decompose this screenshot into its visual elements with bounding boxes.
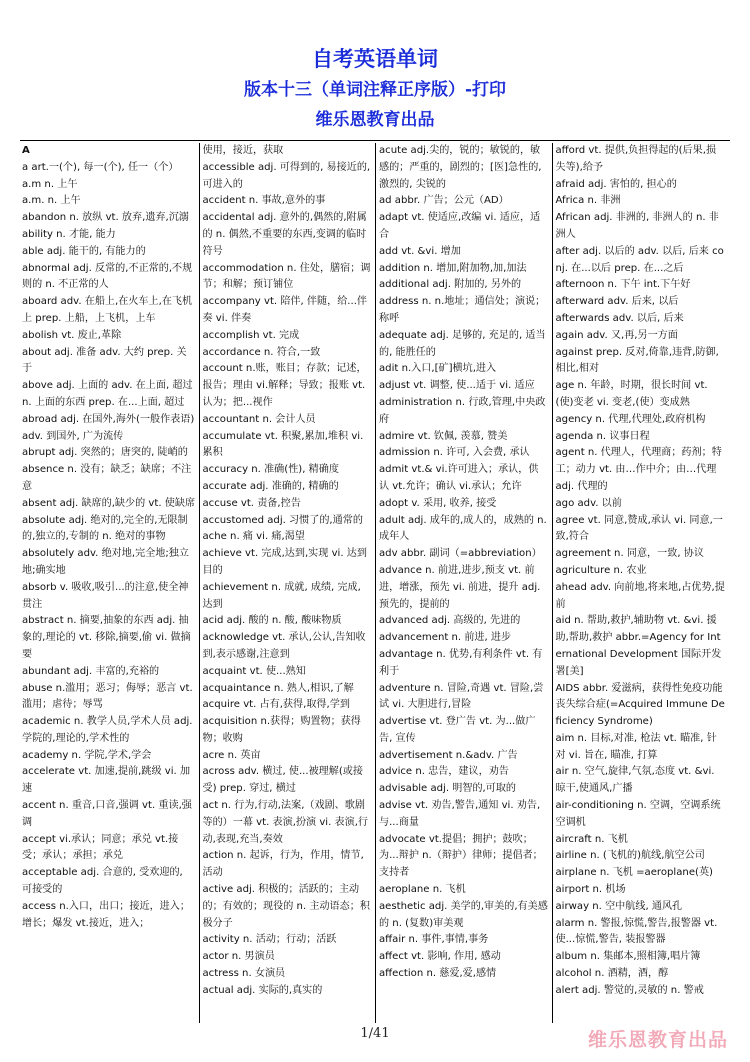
vocab-entry: accordance n. 符合,一致 xyxy=(202,346,321,358)
vocab-entry: album n. 集邮本,照相簿,唱片簿 xyxy=(555,951,701,963)
vocab-entry: a.m. n. 上午 xyxy=(22,195,81,207)
section-letter: A xyxy=(22,145,30,156)
vocab-entry: ahead adv. 向前地,将来地,占优势,提前 xyxy=(555,581,725,610)
publisher-line: 维乐恩教育出品 xyxy=(315,110,435,130)
vocab-entry: agree vt. 同意,赞成,承认 vi. 同意,一致,符合 xyxy=(555,514,723,543)
vocab-entry: accompany vt. 陪伴, 伴随，给...伴奏 vi. 伴奏 xyxy=(202,296,368,324)
vocab-entry: ache n. 痛 vi. 痛,渴望 xyxy=(202,531,305,543)
document-subtitle: 版本十三（单词注释正序版）-打印 xyxy=(243,80,507,100)
vocab-entry: advance n. 前进,进步,预支 vt. 前进，增涨，预先 vi. 前进，提升 adj. 预先的，提前的 xyxy=(379,564,541,610)
vocab-entry: acquaintance n. 熟人,相识,了解 xyxy=(202,682,354,694)
vocab-entry: add vt. &vi. 增加 xyxy=(379,245,461,257)
vocab-entry: absent adj. 缺席的,缺少的 vt. 使缺席 xyxy=(22,497,196,509)
watermark-logo: 维乐恩教育出品 xyxy=(587,1029,728,1051)
vocab-entry: alert adj. 警觉的,灵敏的 n. 警戒 xyxy=(555,984,704,996)
vocab-entry: airport n. 机场 xyxy=(555,884,626,896)
vocab-entry: against prep. 反对,倚靠,违背,防御,相比,相对 xyxy=(555,346,719,375)
column-1 xyxy=(22,143,199,1023)
vocab-entry: advisable adj. 明智的,可取的 xyxy=(379,783,517,795)
vocab-entry: activity n. 活动；行动；活跃 xyxy=(202,934,337,946)
vocab-entry: absolutely adv. 绝对地,完全地;独立地;确实地 xyxy=(22,548,189,576)
vocab-entry: aid n. 帮助,救护,辅助物 vt. &vi. 援助,帮助,救护 abbr.=Agency for International Development 国际开发署[美] xyxy=(555,615,722,677)
vocab-entry: administration n. 行政,管理,中央政府 xyxy=(379,396,546,425)
vocab-entry: additional adj. 附加的, 另外的 xyxy=(379,279,522,291)
vocab-entry: adit n.入口,[矿]横坑,进入 xyxy=(379,363,497,375)
vocab-entry: agency n. 代理,代理处,政府机构 xyxy=(555,413,706,425)
vocab-entry: adopt v. 采用, 收养, 接受 xyxy=(379,497,497,509)
vocab-entry: achieve vt. 完成,达到,实现 vi. 达到目的 xyxy=(202,548,367,576)
vocab-entry: admit vt.& vi.许可进入；承认，供认 vt.允许；确认 vi.承认；允许 xyxy=(379,464,539,492)
vocab-entry: aboard adv. 在船上,在火车上,在飞机上 prep. 上船，上飞机，上车 xyxy=(22,296,193,324)
vocab-entry: accept vi.承认；同意；承兑 vt.接受；承认；承担；承兑 xyxy=(22,833,179,862)
vocab-entry: ago adv. 以前 xyxy=(555,497,622,509)
vocab-entry: abroad adj. 在国外,海外(一般作表语) adv. 到国外, 广为流传 xyxy=(22,413,195,442)
vocab-entry: admission n. 许可, 入会费, 承认 xyxy=(379,447,530,459)
vocab-entry: afraid adj. 害怕的, 担心的 xyxy=(555,178,677,190)
vocab-entry: afternoon n. 下午 int.下午好 xyxy=(555,279,691,291)
vocab-entry: active adj. 积极的；活跃的；主动的；有效的；现役的 n. 主动语态；积极分子 xyxy=(202,884,370,929)
header-rule xyxy=(20,140,730,141)
vocab-entry: acquaint vt. 使...熟知 xyxy=(202,665,306,677)
vocab-entry: a art.一(个), 每一(个), 任一（个） xyxy=(22,161,179,173)
page-header xyxy=(0,44,750,134)
vocab-entry: academy n. 学院,学术,学会 xyxy=(22,749,152,761)
vocab-entry: accumulate vt. 积聚,累加,堆积 vi. 累积 xyxy=(202,430,364,459)
vocab-entry: afford vt. 提供,负担得起的(后果,损失等),给予 xyxy=(555,145,717,173)
vocab-entry: advanced adj. 高级的, 先进的 xyxy=(379,615,521,627)
document-title: 自考英语单词 xyxy=(312,47,438,71)
column-3 xyxy=(375,143,552,1023)
vocab-entry: abandon n. 放纵 vt. 放弃,遗弃,沉溺 xyxy=(22,212,189,224)
vocab-entry: advancement n. 前进, 进步 xyxy=(379,632,512,644)
vocab-entry: advise vt. 劝告,警告,通知 vi. 劝告,与...商量 xyxy=(379,800,541,828)
vocab-entry: agriculture n. 农业 xyxy=(555,564,647,576)
vocab-entry: afterward adv. 后来, 以后 xyxy=(555,296,679,308)
vocab-entry: after adj. 以后的 adv. 以后, 后来 conj. 在...以后 prep. 在...之后 xyxy=(555,245,724,274)
vocab-entry: acquire vt. 占有,获得,取得,学到 xyxy=(202,699,350,711)
vocab-entry: accommodation n. 住处，膳宿；调节；和解；预订铺位 xyxy=(202,262,371,291)
vocab-entry: a.m n. 上午 xyxy=(22,178,78,190)
vocab-entry: ability n. 才能, 能力 xyxy=(22,228,116,240)
vocab-entry: agreement n. 同意，一致, 协议 xyxy=(555,548,704,560)
vocab-entry: abstract n. 摘要,抽象的东西 adj. 抽象的,理论的 vt. 移除,摘要,偷 vi. 做摘要 xyxy=(22,615,191,660)
vocab-entry: abuse n.滥用；恶习；侮辱；恶言 vt.滥用；虐待；辱骂 xyxy=(22,682,193,711)
vocab-entry: affair n. 事件,事情,事务 xyxy=(379,934,489,946)
vocab-entry: acknowledge vt. 承认,公认,告知收到,表示感谢,注意到 xyxy=(202,632,366,660)
vocab-entry: actor n. 男演员 xyxy=(202,951,275,963)
vocab-entry: afterwards adv. 以后, 后来 xyxy=(555,312,684,324)
vocab-entry: admire vt. 钦佩, 羡慕, 赞美 xyxy=(379,430,508,442)
vocab-entry: able adj. 能干的, 有能力的 xyxy=(22,245,146,257)
vocab-entry: absolute adj. 绝对的,完全的,无限制的,独立的,专制的 n. 绝对的事物 xyxy=(22,514,188,543)
vocab-entry: airplane n. 飞机 =aeroplane(英) xyxy=(555,867,713,879)
page-number: 1/41 xyxy=(360,1026,390,1041)
vocab-entry: advocate vt.提倡；拥护；鼓吹；为...辩护 n.（辩护）律师；提倡者；支持者 xyxy=(379,833,543,879)
vocab-entry: adapt vt. 使适应,改编 vi. 适应，适合 xyxy=(379,212,541,240)
vocab-entry: accurate adj. 准确的, 精确的 xyxy=(202,480,339,492)
vocab-entry: acid adj. 酸的 n. 酸, 酸味物质 xyxy=(202,615,342,627)
vocab-entry: agent n. 代理人，代理商；药剂；特工；动力 vt. 由…作中介；由…代理 adj. 代理的 xyxy=(555,447,722,492)
vocab-entry: adult adj. 成年的,成人的，成熟的 n. 成年人 xyxy=(379,514,547,543)
vocab-entry: accuse vt. 责备,控告 xyxy=(202,497,301,509)
vocab-entry: Africa n. 非洲 xyxy=(555,195,621,207)
vocab-entry: act n. 行为,行动,法案,（戏剧、歌剧等的）一幕 vt. 表演,扮演 vi. 表演,行动,表现,充当,奏效 xyxy=(202,800,369,845)
vocab-entry: about adj. 准备 adv. 大约 prep. 关于 xyxy=(22,346,187,375)
vocab-entry: absence n. 没有；缺乏；缺席；不注意 xyxy=(22,464,192,492)
vocab-entry: accelerate vt. 加速,提前,跳级 vi. 加速 xyxy=(22,766,191,795)
vocab-entry: accomplish vt. 完成 xyxy=(202,329,300,341)
vocabulary-columns xyxy=(22,143,728,1023)
vocab-entry: accent n. 重音,口音,强调 vt. 重读,强调 xyxy=(22,800,192,828)
vocab-entry: advertisement n.&adv. 广告 xyxy=(379,749,518,761)
vocab-entry: ad abbr. 广告；公元（AD） xyxy=(379,195,509,207)
vocab-entry: accident n. 事故,意外的事 xyxy=(202,195,326,207)
vocab-entry: aim n. 目标,对准, 枪法 vt. 瞄准, 针对 vi. 旨在, 瞄准, 打算 xyxy=(555,732,717,761)
vocab-entry: addition n. 增加,附加物,加,加法 xyxy=(379,262,527,274)
vocab-entry: across adv. 横过, 使...被理解(或接受) prep. 穿过, 横过 xyxy=(202,766,363,795)
vocab-entry: advertise vt. 登广告 vt. 为...做广告, 宣传 xyxy=(379,716,536,744)
vocab-entry: academic n. 教学人员,学术人员 adj. 学院的,理论的,学术性的 xyxy=(22,716,193,744)
vocab-entry: 使用，接近，获取 xyxy=(202,145,284,156)
vocab-entry: achievement n. 成就, 成绩, 完成, 达到 xyxy=(202,581,361,610)
vocab-entry: adequate adj. 足够的, 充足的, 适当的, 能胜任的 xyxy=(379,329,546,358)
vocab-entry: advice n. 忠告，建议，劝告 xyxy=(379,766,509,778)
vocab-entry: abundant adj. 丰富的,充裕的 xyxy=(22,665,160,677)
vocab-entry: abnormal adj. 反常的,不正常的,不规则的 n. 不正常的人 xyxy=(22,262,193,291)
vocab-entry: aircraft n. 飞机 xyxy=(555,833,628,845)
vocab-entry: accessible adj. 可得到的, 易接近的, 可进入的 xyxy=(202,161,371,190)
vocab-entry: AIDS abbr. 爱滋病，获得性免疫功能丧失综合症(=Acquired Immune Deficiency Syndrome) xyxy=(555,682,725,728)
vocab-entry: actress n. 女演员 xyxy=(202,968,286,980)
vocab-entry: accidental adj. 意外的,偶然的,附属的 n. 偶然,不重要的东西,变调的临时符号 xyxy=(202,212,367,257)
vocab-entry: aesthetic adj. 美学的,审美的,有美感的 n. (复数)审美观 xyxy=(379,900,548,929)
vocab-entry: acquisition n.获得；购置物；获得物；收购 xyxy=(202,716,361,744)
vocab-entry: above adj. 上面的 adv. 在上面, 超过 n. 上面的东西 prep. 在...上面, 超过 xyxy=(22,380,193,408)
vocab-entry: actual adj. 实际的,真实的 xyxy=(202,984,323,996)
vocab-entry: address n. n.地址；通信处；演说；称呼 xyxy=(379,296,546,324)
vocab-entry: accuracy n. 准确(性), 精确度 xyxy=(202,464,339,476)
vocab-entry: airline n. (飞机的)航线,航空公司 xyxy=(555,850,705,862)
vocab-entry: acre n. 英亩 xyxy=(202,749,261,761)
vocab-entry: air-conditioning n. 空调，空调系统 空调机 xyxy=(555,800,721,828)
vocab-entry: acute adj.尖的，锐的；敏锐的，敏感的；严重的，剧烈的；[医]急性的, 激烈的, 尖锐的 xyxy=(379,145,542,190)
vocab-entry: airway n. 空中航线, 通风孔 xyxy=(555,900,683,912)
vocab-entry: air n. 空气,旋律,气氛,态度 vt. &vi. 晾干,使通风,广播 xyxy=(555,766,715,795)
vocab-entry: accustomed adj. 习惯了的,通常的 xyxy=(202,514,363,526)
vocab-entry: action n. 起诉，行为，作用，情节,活动 xyxy=(202,850,364,879)
vocab-entry: affect vt. 影响, 作用, 感动 xyxy=(379,951,501,963)
vocab-entry: aeroplane n. 飞机 xyxy=(379,884,466,896)
vocab-entry: adjust vt. 调整, 使...适于 vi. 适应 xyxy=(379,380,535,392)
vocab-entry: alcohol n. 酒精，酒，醇 xyxy=(555,968,669,980)
vocab-entry: absorb v. 吸收,吸引...的注意,使全神贯注 xyxy=(22,581,189,610)
vocab-entry: adventure n. 冒险,奇遇 vt. 冒险,尝试 vi. 大胆进行,冒险 xyxy=(379,682,544,711)
vocab-entry: acceptable adj. 合意的, 受欢迎的, 可接受的 xyxy=(22,867,183,896)
vocab-entry: adv abbr. 副词（=abbreviation） xyxy=(379,548,542,560)
column-2 xyxy=(199,143,376,1023)
vocab-entry: advantage n. 优势,有利条件 vt. 有利于 xyxy=(379,648,543,677)
vocab-entry: alarm n. 警报,惊慌,警告,报警器 vt. 使...惊慌,警告, 装报警器 xyxy=(555,917,718,946)
vocab-entry: again adv. 又,再,另一方面 xyxy=(555,329,678,341)
vocab-entry: age n. 年龄，时期，很长时间 vt. (使)变老 vi. 变老,(使）变成熟 xyxy=(555,380,708,408)
vocab-entry: abrupt adj. 突然的；唐突的, 陡峭的 xyxy=(22,447,188,459)
column-4 xyxy=(552,143,729,1023)
vocab-entry: affection n. 慈爱,爱,感情 xyxy=(379,968,497,980)
vocab-entry: account n.账，账目；存款；记述，报告；理由 vi.解释；导致；报账 vt.认为；把...视作 xyxy=(202,363,367,408)
vocab-entry: accountant n. 会计人员 xyxy=(202,413,316,425)
vocab-entry: access n.入口，出口；接近，进入；增长；爆发 vt.接近，进入； xyxy=(22,900,190,929)
vocab-entry: agenda n. 议事日程 xyxy=(555,430,650,442)
vocab-entry: African adj. 非洲的, 非洲人的 n. 非洲人 xyxy=(555,212,719,240)
vocab-entry: abolish vt. 废止,革除 xyxy=(22,329,122,341)
